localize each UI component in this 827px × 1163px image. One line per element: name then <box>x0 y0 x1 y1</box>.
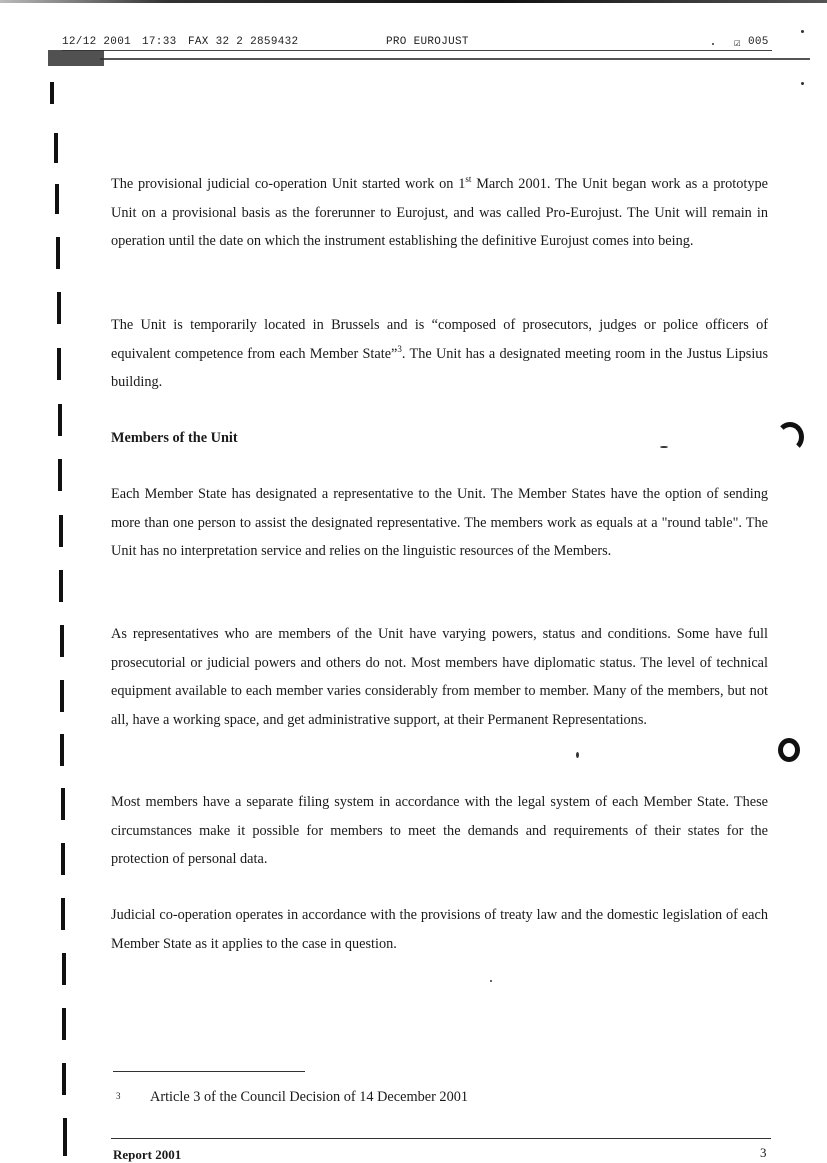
margin-mark <box>50 82 54 104</box>
margin-mark <box>58 404 62 436</box>
paragraph-filing-system: Most members have a separate filing system in accordance with the legal system of each Member State. These circumstances make it possible for members to meet the demands and requirements of their states for the protection of personal data. <box>111 794 768 867</box>
page-number: 3 <box>760 1145 767 1160</box>
footer-report-label: Report 2001 <box>113 1147 182 1162</box>
paragraph-unit-start: The provisional judicial co-operation Unit started work on 1st March 2001. The Unit began work as a prototype Unit on a provisional basis as the forerunner to Eurojust, and was called Pro-Eurojust. The Unit will remain in operation until the date on which the instrument establishing the definitive Eurojust comes into being. <box>111 174 768 249</box>
margin-mark <box>59 570 63 602</box>
scan-speck <box>712 43 714 45</box>
scan-speck <box>801 30 804 33</box>
fax-header-rule-lower <box>100 58 810 60</box>
scan-speck <box>576 752 579 758</box>
footnote-marker: 3 <box>116 1091 121 1101</box>
fax-page-icon: ☑ <box>734 38 741 50</box>
fax-header-rule <box>62 50 772 51</box>
toner-smudge <box>48 50 104 66</box>
fax-number: FAX 32 2 2859432 <box>188 36 299 48</box>
section-heading: Members of the Unit <box>111 430 238 446</box>
scan-speck <box>490 980 492 982</box>
margin-mark <box>62 1008 66 1040</box>
footnote-rule <box>113 1071 305 1072</box>
scan-speck <box>801 82 804 85</box>
paragraph-members-powers: As representatives who are members of the Unit have varying powers, status and conditions. Some have full prosecutorial or judicial powers and others do not. Most members have diplomatic status. The level of technical equipment available to each member varies considerably from member to member. Many of the members, but not all, have a working space, and get administrative support, at their Permanent Representations. <box>111 626 768 728</box>
margin-mark <box>59 515 63 547</box>
punch-hole-mark <box>778 738 800 762</box>
fax-time: 17:33 <box>142 36 177 48</box>
margin-mark <box>54 133 58 163</box>
fax-sender: PRO EUROJUST <box>386 36 469 48</box>
punch-hole-mark <box>776 422 804 452</box>
paragraph-unit-location: The Unit is temporarily located in Brussels and is “composed of prosecutors, judges or police officers of equivalent competence from each Member State”$^3$. The Unit has a designated meeting room in the Justus Lipsius building. <box>111 317 769 390</box>
margin-mark <box>61 898 65 930</box>
scan-edge <box>0 0 827 3</box>
footer-rule <box>111 1138 771 1139</box>
margin-mark <box>62 953 66 985</box>
footnote-text: Article 3 of the Council Decision of 14 December 2001 <box>150 1089 469 1105</box>
margin-mark <box>60 680 64 712</box>
paragraph-judicial-cooperation: Judicial co-operation operates in accordance with the provisions of treaty law and the domestic legislation of each Member State as it applies to the case in question. <box>111 907 768 952</box>
margin-mark <box>57 292 61 324</box>
margin-mark <box>61 788 65 820</box>
margin-mark <box>57 348 61 380</box>
paragraph-members-representation: Each Member State has designated a representative to the Unit. The Member States have the option of sending more than one person to assist the designated representative. The members work as equals at a "round table". The Unit has no interpretation service and relies on the linguistic resources of the Members. <box>111 486 768 559</box>
margin-mark <box>62 1063 66 1095</box>
margin-mark <box>56 237 60 269</box>
fax-date: 12/12 2001 <box>62 36 132 48</box>
scan-speck <box>660 446 668 448</box>
margin-mark <box>61 843 65 875</box>
margin-mark <box>63 1118 67 1156</box>
margin-mark <box>60 625 64 657</box>
margin-mark <box>58 459 62 491</box>
fax-page-code: 005 <box>748 36 769 48</box>
margin-mark <box>55 184 59 214</box>
margin-mark <box>60 734 64 766</box>
